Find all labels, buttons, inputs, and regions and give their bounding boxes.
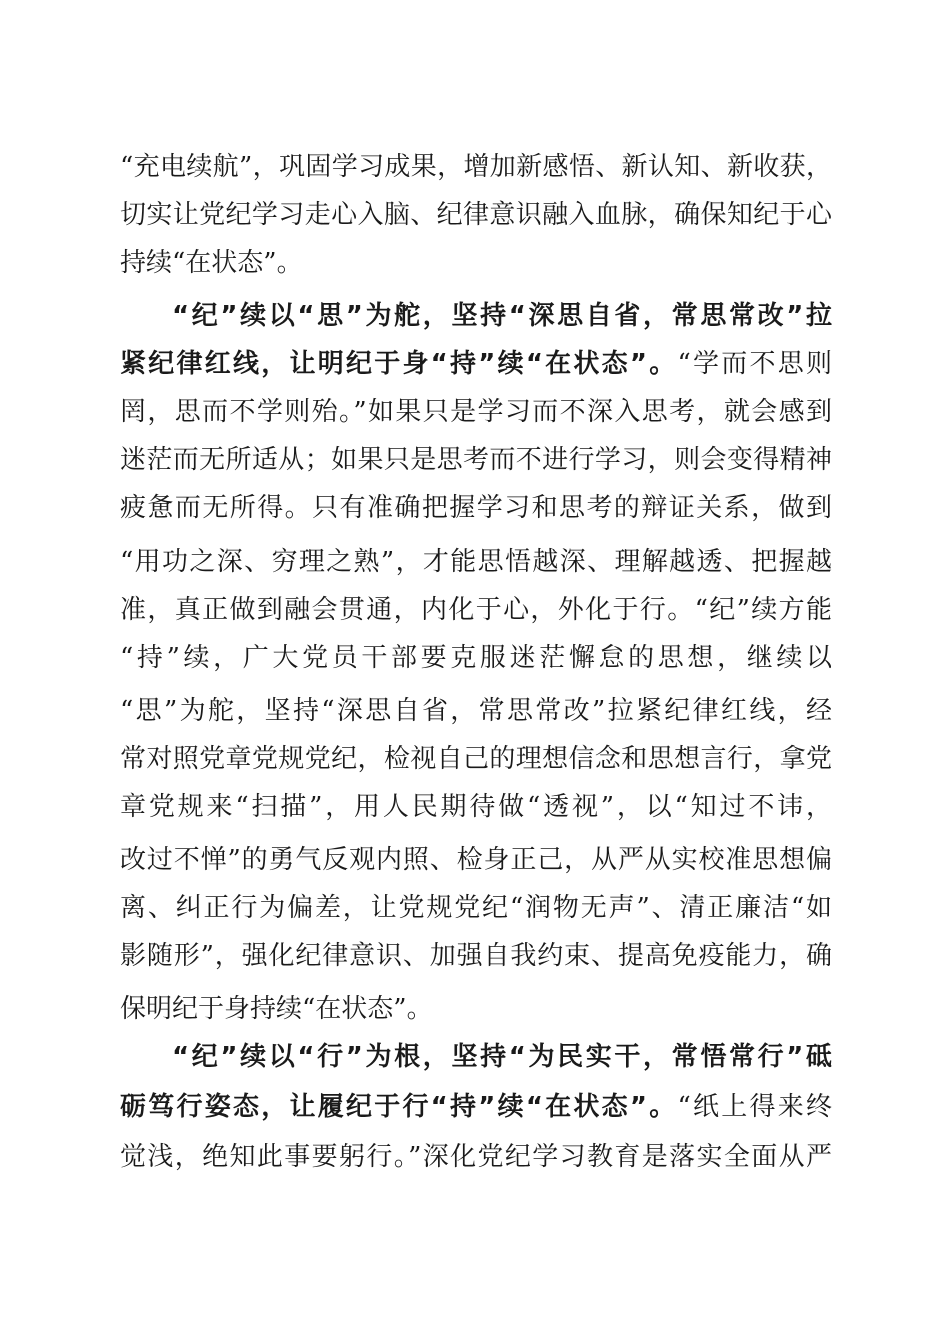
section-heading-text: 紧纪律红线，让明纪于身“持”续“在状态”。 bbox=[120, 349, 678, 379]
section-heading-text: 砺笃行姿态，让履纪于行“持”续“在状态”。 bbox=[120, 1092, 678, 1122]
section-heading-line bbox=[120, 340, 832, 388]
paragraph-line: 改过不惮”的勇气反观内照、检身正己，从严从实校准思想偏 bbox=[120, 845, 832, 875]
paragraph-line: 切实让党纪学习走心入脑、纪律意识融入血脉，确保知纪于心 bbox=[120, 200, 832, 230]
paragraph-line: 影随形”，强化纪律意识、加强自我约束、提高免疫能力，确 bbox=[120, 941, 832, 971]
quote-start: “学而不思则 bbox=[677, 349, 832, 379]
paragraph-line: 保明纪于身持续“在状态”。 bbox=[120, 994, 433, 1024]
paragraph-line: “充电续航”，巩固学习成果，增加新感悟、新认知、新收获， bbox=[120, 152, 832, 182]
paragraph-line: 常对照党章党规党纪，检视自己的理想信念和思想言行，拿党 bbox=[120, 744, 832, 774]
section-heading-line bbox=[120, 1083, 832, 1131]
paragraph-line: 章党规来“扫描”，用人民期待做“透视”，以“知过不讳， bbox=[120, 792, 832, 822]
paragraph-line: 罔，思而不学则殆。”如果只是学习而不深入思考，就会感到 bbox=[120, 397, 832, 427]
paragraph-line: “用功之深、穷理之熟”，才能思悟越深、理解越透、把握越 bbox=[120, 547, 832, 577]
quote-start: “纸上得来终 bbox=[677, 1092, 832, 1122]
paragraph-line: 疲惫而无所得。只有准确把握学习和思考的辩证关系，做到 bbox=[120, 493, 832, 523]
paragraph-line: 准，真正做到融会贯通，内化于心，外化于行。“纪”续方能 bbox=[120, 595, 832, 625]
paragraph-line: 迷茫而无所适从；如果只是思考而不进行学习，则会变得精神 bbox=[120, 445, 832, 475]
paragraph-line: “思”为舵，坚持“深思自省，常思常改”拉紧纪律红线，经 bbox=[120, 696, 832, 726]
section-heading-line: “纪”续以“思”为舵，坚持“深思自省，常思常改”拉 bbox=[172, 301, 832, 331]
paragraph-line: 离、纠正行为偏差，让党规党纪“润物无声”、清正廉洁“如 bbox=[120, 893, 832, 923]
paragraph-line: 觉浅，绝知此事要躬行。”深化党纪学习教育是落实全面从严 bbox=[120, 1142, 832, 1172]
paragraph-line: “持”续，广大党员干部要克服迷茫懈怠的思想，继续以 bbox=[120, 643, 832, 673]
paragraph-line: 持续“在状态”。 bbox=[120, 248, 303, 278]
section-heading-line: “纪”续以“行”为根，坚持“为民实干，常悟常行”砥 bbox=[172, 1042, 832, 1072]
